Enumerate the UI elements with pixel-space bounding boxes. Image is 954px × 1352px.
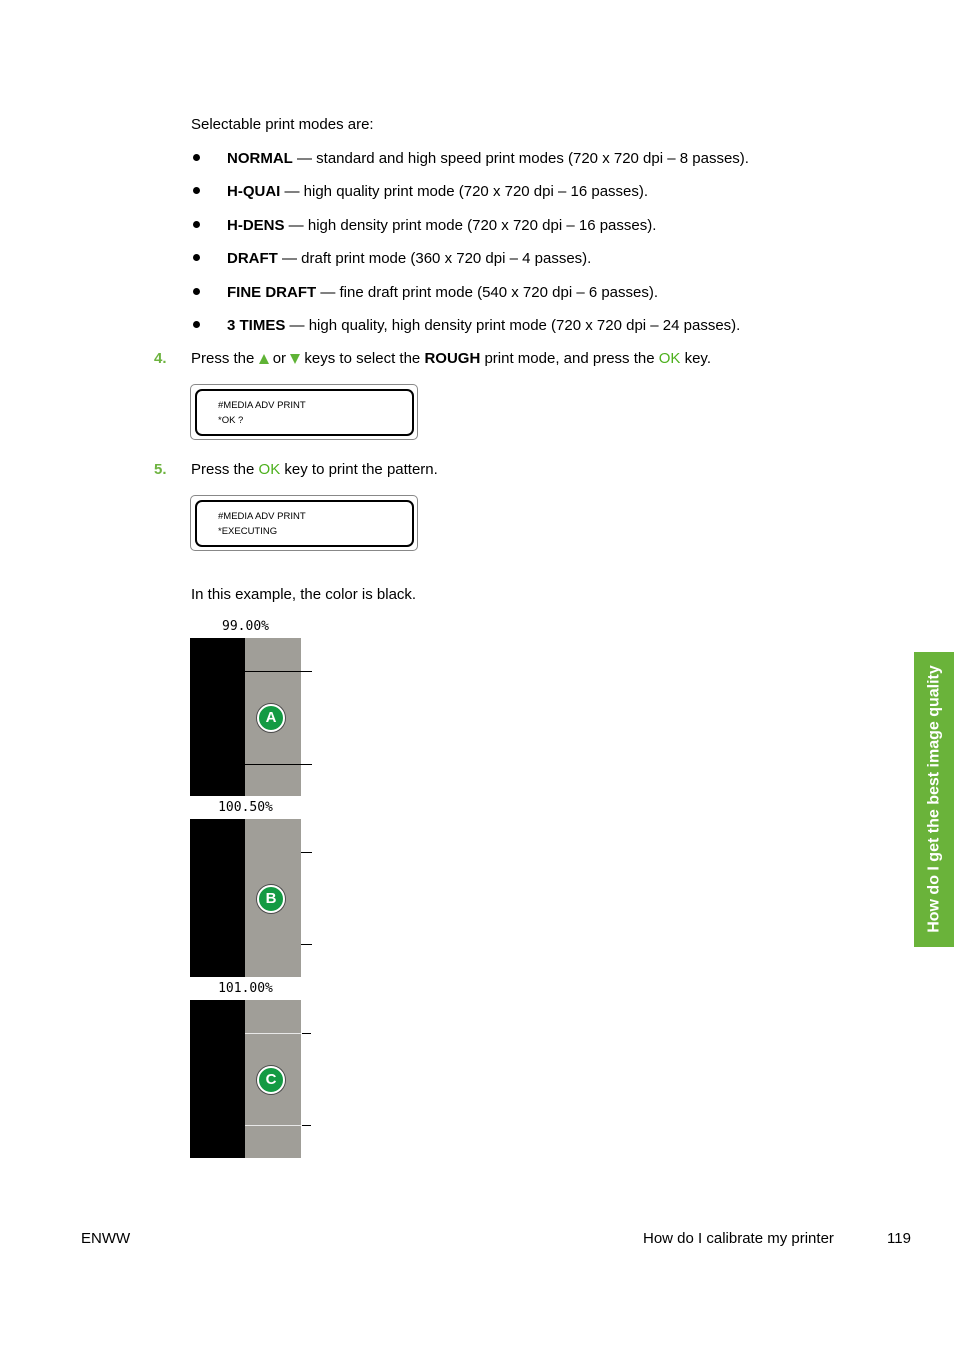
pattern-line — [245, 1125, 301, 1126]
example-text: In this example, the color is black. — [191, 586, 417, 603]
pattern-tick — [302, 1125, 311, 1126]
chapter-side-tab-label: How do I get the best image quality — [925, 665, 943, 933]
list-item — [191, 284, 749, 317]
step-5-text: Press the OK key to print the pattern. — [191, 461, 438, 478]
lcd-line-1: #MEDIA ADV PRINT — [218, 400, 306, 411]
mode-desc: — high density print mode (720 x 720 dpi – 16 passes). — [284, 216, 657, 234]
bullet-icon — [193, 154, 200, 161]
bullet-icon — [193, 288, 200, 295]
list-item — [191, 183, 749, 216]
step-5-number: 5. — [154, 461, 167, 478]
list-item — [191, 317, 749, 350]
bullet-icon — [193, 321, 200, 328]
mode-name: 3 TIMES — [227, 316, 286, 334]
chapter-side-tab — [914, 652, 954, 947]
pattern-label: 99.00% — [222, 619, 269, 634]
pattern-black-block — [190, 819, 245, 977]
mode-desc: — standard and high speed print modes (720 x 720 dpi – 8 passes). — [292, 150, 749, 167]
bullet-icon — [193, 187, 200, 194]
mode-desc: — high quality, high density print mode (720 x 720 dpi – 24 passes). — [285, 316, 741, 334]
pattern-tick — [302, 1033, 311, 1034]
mode-name: NORMAL — [227, 150, 293, 167]
pattern-line — [245, 764, 312, 765]
ok-key-label: OK — [658, 350, 681, 367]
mode-desc: — high quality print mode (720 x 720 dpi – 16 passes). — [280, 183, 649, 201]
down-arrow-key-icon — [290, 354, 300, 364]
mode-name: H-QUAI — [227, 183, 281, 201]
mode-desc: — draft print mode (360 x 720 dpi – 4 passes). — [277, 250, 592, 268]
pattern-black-block — [190, 1000, 245, 1158]
badge-c: C — [257, 1066, 285, 1094]
footer-section: How do I calibrate my printer — [643, 1230, 834, 1247]
pattern-label: 101.00% — [218, 981, 273, 996]
pattern-line — [301, 944, 312, 945]
footer-left: ENWW — [81, 1230, 131, 1247]
bullet-icon — [193, 221, 200, 228]
up-arrow-key-icon — [259, 354, 269, 364]
step-4-number: 4. — [154, 350, 167, 367]
lcd-line-2: *OK ? — [218, 415, 244, 426]
ok-key-label: OK — [258, 461, 281, 478]
mode-name: DRAFT — [227, 250, 278, 268]
list-item — [191, 217, 749, 250]
mode-name: H-DENS — [227, 216, 285, 234]
list-item — [191, 150, 749, 183]
lcd-line-2: *EXECUTING — [218, 526, 278, 537]
bullet-icon — [193, 254, 200, 261]
lcd-display — [190, 384, 418, 440]
lcd-screen — [195, 389, 414, 436]
lcd-line-1: #MEDIA ADV PRINT — [218, 511, 306, 522]
pattern-line — [245, 671, 312, 672]
pattern-label: 100.50% — [218, 800, 273, 815]
step-4-text: Press the or keys to select the ROUGH print mode, and press the OK key. — [191, 350, 711, 367]
mode-name: FINE DRAFT — [227, 283, 317, 301]
pattern-line — [245, 1033, 301, 1034]
mode-desc: — fine draft print mode (540 x 720 dpi – 6 passes). — [316, 283, 659, 301]
intro-text: Selectable print modes are: — [191, 116, 374, 133]
pattern-line — [301, 852, 312, 853]
badge-b: B — [257, 885, 285, 913]
list-item — [191, 250, 749, 283]
lcd-display — [190, 495, 418, 551]
lcd-screen — [195, 500, 414, 547]
badge-a: A — [257, 704, 285, 732]
pattern-black-block — [190, 638, 245, 796]
page-number: 119 — [887, 1230, 911, 1247]
print-mode-list — [191, 150, 749, 350]
